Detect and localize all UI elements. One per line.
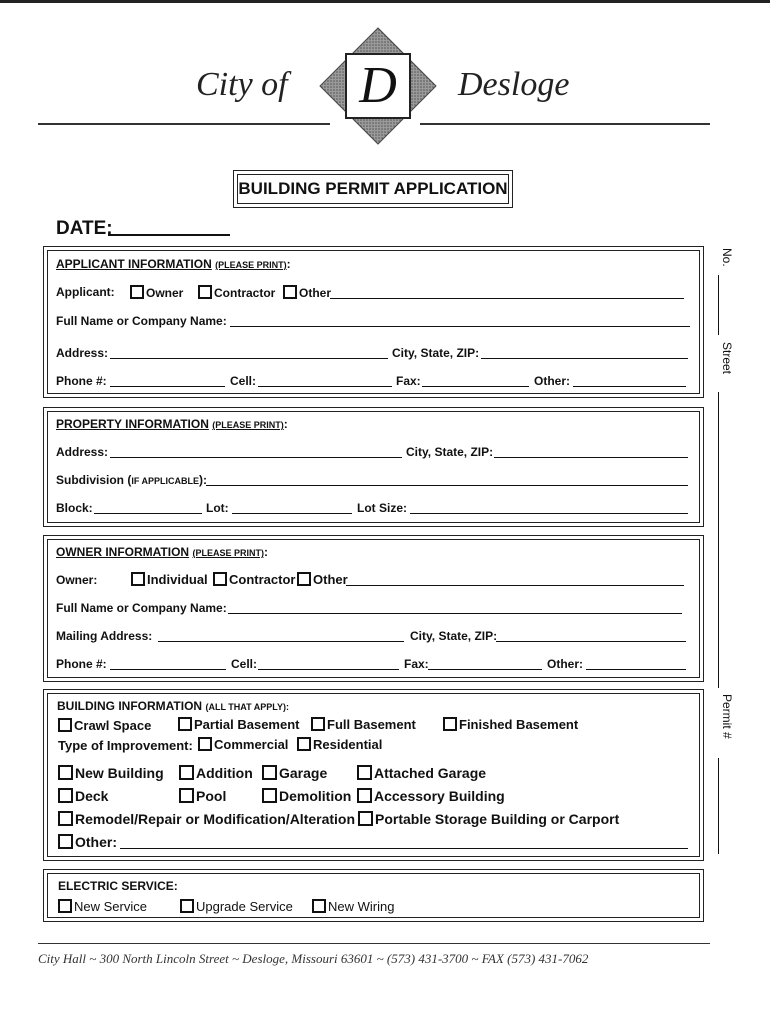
- checkbox[interactable]: [357, 788, 372, 803]
- checkbox[interactable]: [179, 765, 194, 780]
- attached-garage-option[interactable]: Attached Garage: [357, 765, 486, 781]
- lot-size-field[interactable]: [410, 513, 688, 514]
- owner-full-name-field[interactable]: [228, 613, 682, 614]
- lot-label: Lot:: [206, 501, 229, 515]
- subdivision-field[interactable]: [206, 485, 688, 486]
- checkbox[interactable]: [311, 717, 325, 731]
- applicant-csz-field[interactable]: [481, 358, 688, 359]
- type-of-improvement-label: Type of Improvement:: [58, 738, 193, 753]
- checkbox[interactable]: [58, 899, 72, 913]
- checkbox[interactable]: [130, 285, 144, 299]
- applicant-address-label: Address:: [56, 346, 109, 360]
- checkbox[interactable]: [58, 718, 72, 732]
- side-street-label: Street: [720, 342, 734, 375]
- building-heading: BUILDING INFORMATION (ALL THAT APPLY):: [57, 699, 289, 713]
- new-wiring-option[interactable]: New Wiring: [312, 899, 394, 914]
- applicant-full-name-label: Full Name or Company Name:: [56, 314, 227, 328]
- owner-other-option[interactable]: Other: [297, 572, 348, 587]
- garage-option[interactable]: Garage: [262, 765, 327, 781]
- applicant-owner-option[interactable]: Owner: [130, 285, 183, 300]
- side-permit-label: Permit #: [720, 694, 734, 739]
- applicant-cell-label: Cell:: [230, 374, 257, 388]
- logo-letter: D: [359, 57, 397, 114]
- residential-option[interactable]: Residential: [297, 737, 382, 752]
- pool-option[interactable]: Pool: [179, 788, 226, 804]
- portable-storage-option[interactable]: Portable Storage Building or Carport: [358, 811, 619, 827]
- owner-phone-field[interactable]: [110, 669, 226, 670]
- checkbox[interactable]: [283, 285, 297, 299]
- checkbox[interactable]: [180, 899, 194, 913]
- owner-cell-label: Cell:: [231, 657, 258, 671]
- owner-other-label: Other:: [547, 657, 583, 671]
- owner-contractor-option[interactable]: Contractor: [213, 572, 295, 587]
- side-permit-field[interactable]: [718, 758, 719, 854]
- property-address-label: Address:: [56, 445, 109, 459]
- date-field[interactable]: [108, 234, 230, 236]
- lot-field[interactable]: [232, 513, 352, 514]
- mailing-address-field[interactable]: [158, 641, 404, 642]
- side-no-field[interactable]: [718, 275, 719, 335]
- checkbox[interactable]: [58, 811, 73, 826]
- addition-option[interactable]: Addition: [179, 765, 253, 781]
- top-border: [0, 0, 770, 3]
- checkbox[interactable]: [262, 765, 277, 780]
- checkbox[interactable]: [58, 788, 73, 803]
- owner-cell-field[interactable]: [258, 669, 399, 670]
- building-other-option[interactable]: Other:: [58, 834, 117, 850]
- form-title: BUILDING PERMIT APPLICATION: [237, 174, 509, 204]
- owner-full-name-label: Full Name or Company Name:: [56, 601, 227, 615]
- finished-basement-option[interactable]: Finished Basement: [443, 717, 578, 732]
- remodel-option[interactable]: Remodel/Repair or Modification/Alteration: [58, 811, 355, 827]
- applicant-contractor-option[interactable]: Contractor: [198, 285, 275, 300]
- accessory-building-option[interactable]: Accessory Building: [357, 788, 505, 804]
- owner-individual-option[interactable]: Individual: [131, 572, 208, 587]
- owner-fax-field[interactable]: [428, 669, 542, 670]
- applicant-full-name-field[interactable]: [230, 326, 690, 327]
- block-field[interactable]: [94, 513, 202, 514]
- applicant-other-option[interactable]: Other: [283, 285, 331, 300]
- applicant-other-label: Other:: [534, 374, 570, 388]
- form-title-box: [233, 170, 513, 208]
- applicant-csz-label: City, State, ZIP:: [392, 346, 480, 360]
- applicant-fax-label: Fax:: [396, 374, 421, 388]
- new-building-option[interactable]: New Building: [58, 765, 164, 781]
- partial-basement-option[interactable]: Partial Basement: [178, 717, 300, 732]
- checkbox[interactable]: [297, 572, 311, 586]
- owner-other-field[interactable]: [346, 585, 684, 586]
- owner-label: Owner:: [56, 573, 98, 587]
- deck-option[interactable]: Deck: [58, 788, 108, 804]
- block-label: Block:: [56, 501, 93, 515]
- applicant-phone-label: Phone #:: [56, 374, 107, 388]
- header-rule-right: [420, 123, 710, 125]
- mailing-address-label: Mailing Address:: [56, 629, 153, 643]
- electric-section: [43, 869, 704, 922]
- checkbox[interactable]: [178, 717, 192, 731]
- upgrade-service-option[interactable]: Upgrade Service: [180, 899, 293, 914]
- city-logo: [318, 26, 438, 146]
- subdivision-label: Subdivision (IF APPLICABLE):: [56, 473, 208, 487]
- checkbox[interactable]: [58, 834, 73, 849]
- owner-other-contact-field[interactable]: [586, 669, 686, 670]
- demolition-option[interactable]: Demolition: [262, 788, 351, 804]
- applicant-heading: APPLICANT INFORMATION (PLEASE PRINT):: [56, 257, 291, 271]
- checkbox[interactable]: [357, 765, 372, 780]
- applicant-phone-field[interactable]: [110, 386, 225, 387]
- electric-heading: ELECTRIC SERVICE:: [58, 879, 178, 893]
- applicant-fax-field[interactable]: [422, 386, 529, 387]
- applicant-address-field[interactable]: [110, 358, 388, 359]
- side-no-label: No.: [720, 248, 734, 267]
- checkbox[interactable]: [58, 765, 73, 780]
- owner-csz-label: City, State, ZIP:: [410, 629, 498, 643]
- checkbox[interactable]: [198, 737, 212, 751]
- checkbox[interactable]: [198, 285, 212, 299]
- full-basement-option[interactable]: Full Basement: [311, 717, 416, 732]
- checkbox[interactable]: [443, 717, 457, 731]
- property-csz-label: City, State, ZIP:: [406, 445, 494, 459]
- city-of-text: City of: [196, 66, 288, 103]
- date-label: DATE:: [56, 218, 113, 239]
- owner-csz-field[interactable]: [496, 641, 686, 642]
- footer-address: City Hall ~ 300 North Lincoln Street ~ Desloge, Missouri 63601 ~ (573) 431-3700 ~ FAX (573) 431-7062: [38, 951, 589, 966]
- checkbox[interactable]: [213, 572, 227, 586]
- property-csz-field[interactable]: [494, 457, 688, 458]
- applicant-cell-field[interactable]: [258, 386, 392, 387]
- building-other-field[interactable]: [120, 848, 688, 849]
- checkbox[interactable]: [179, 788, 194, 803]
- owner-phone-label: Phone #:: [56, 657, 107, 671]
- owner-heading: OWNER INFORMATION (PLEASE PRINT):: [56, 545, 268, 559]
- checkbox[interactable]: [131, 572, 145, 586]
- checkbox[interactable]: [297, 737, 311, 751]
- property-heading: PROPERTY INFORMATION (PLEASE PRINT):: [56, 417, 288, 431]
- desloge-text: Desloge: [458, 66, 570, 103]
- owner-fax-label: Fax:: [404, 657, 429, 671]
- checkbox[interactable]: [312, 899, 326, 913]
- new-service-option[interactable]: New Service: [58, 899, 147, 914]
- commercial-option[interactable]: Commercial: [198, 737, 288, 752]
- lot-size-label: Lot Size:: [357, 501, 407, 515]
- applicant-label: Applicant:: [56, 285, 115, 299]
- checkbox[interactable]: [358, 811, 373, 826]
- crawl-space-option[interactable]: Crawl Space: [58, 718, 151, 733]
- side-street-field[interactable]: [718, 392, 719, 688]
- applicant-other-field[interactable]: [330, 298, 684, 299]
- property-address-field[interactable]: [110, 457, 402, 458]
- footer-rule: [38, 943, 710, 944]
- checkbox[interactable]: [262, 788, 277, 803]
- applicant-other-contact-field[interactable]: [573, 386, 686, 387]
- header-rule-left: [38, 123, 330, 125]
